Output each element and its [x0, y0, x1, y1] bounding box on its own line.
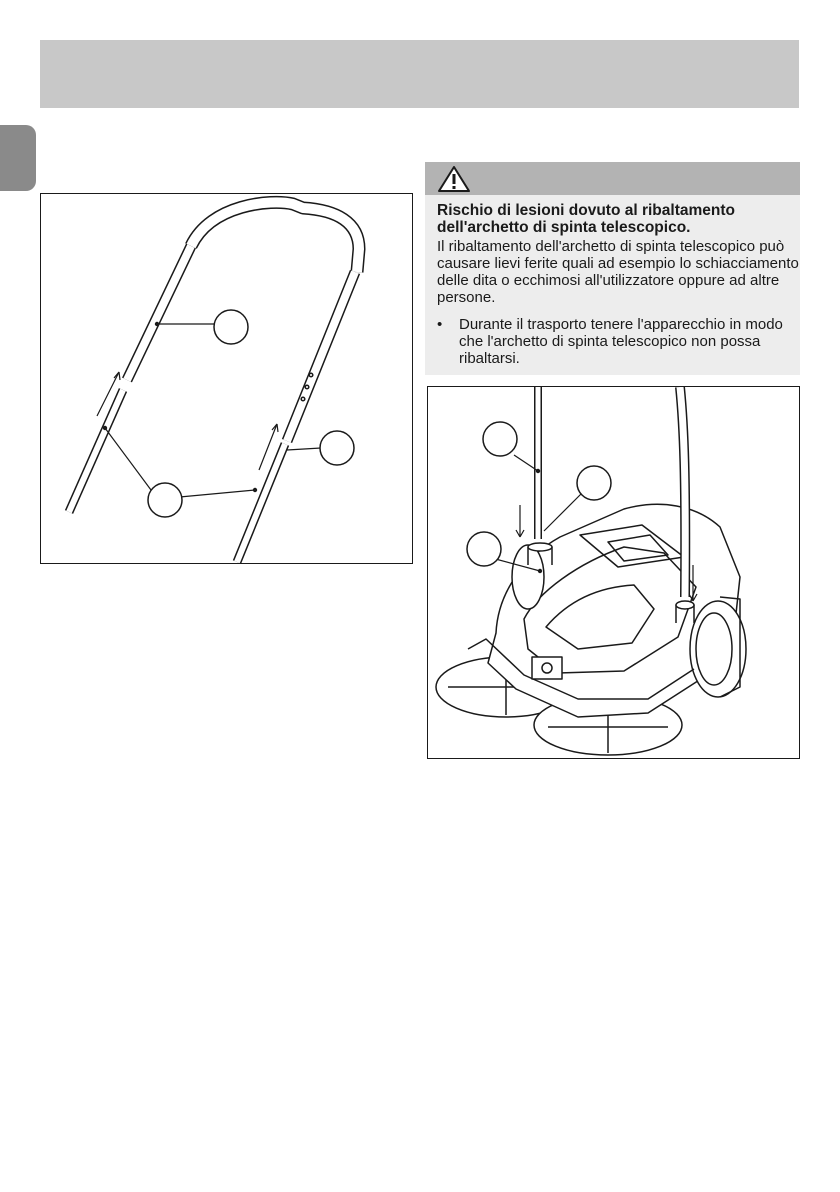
telescopic-handle-assembly-icon [41, 194, 412, 563]
warning-body [425, 195, 800, 375]
warning-triangle-icon [437, 165, 471, 193]
section-tab [0, 125, 36, 191]
figure-handle-assembly [40, 193, 413, 564]
header-band [40, 40, 799, 108]
warning-text: Il ribaltamento dell'archetto di spinta telescopico può causare lievi ferite quali ad esempio lo schiacciamento delle dita o ecchimosi all'utilizzatore oppure ad altre persone. [437, 238, 799, 306]
figure-handle-mounting [427, 386, 800, 759]
warning-title: Rischio di lesioni dovuto al ribaltamento dell'archetto di spinta telescopico. [437, 202, 735, 236]
sweeper-handle-mounting-icon [428, 387, 799, 758]
bullet-symbol: • [437, 316, 443, 333]
warning-bullet-text: Durante il trasporto tenere l'apparecchio in modo che l'archetto di spinta telescopico non possa ribaltarsi. [459, 316, 783, 367]
warning-header-bar [425, 162, 800, 195]
